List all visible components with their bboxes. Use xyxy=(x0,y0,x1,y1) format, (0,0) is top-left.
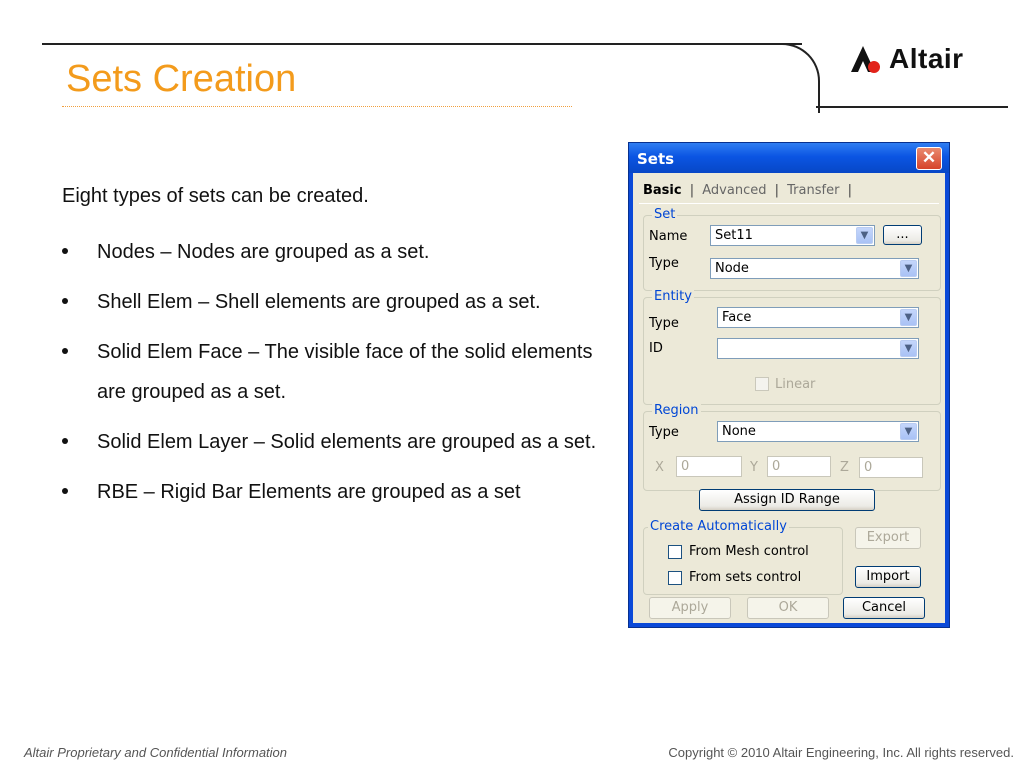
entity-group-legend: Entity xyxy=(654,289,692,304)
x-label: X xyxy=(655,460,664,475)
set-name-label: Name xyxy=(649,229,688,244)
entity-type-label: Type xyxy=(649,316,679,331)
dialog-title: Sets xyxy=(637,150,675,168)
set-name-combo[interactable] xyxy=(710,225,875,246)
z-label: Z xyxy=(840,460,849,475)
tab-separator: | xyxy=(847,183,852,198)
altair-logo-text: Altair xyxy=(889,43,964,74)
tab-transfer[interactable]: Transfer xyxy=(787,183,840,198)
bullet-text: RBE – Rigid Bar Elements are grouped as a set xyxy=(97,481,521,503)
bullet-icon xyxy=(62,488,68,494)
slide-title: Sets Creation xyxy=(66,58,297,100)
chevron-down-icon[interactable]: ▼ xyxy=(900,260,917,277)
browse-button[interactable]: ... xyxy=(883,225,922,245)
bullet-text: Solid Elem Face – The visible face of the solid elements are grouped as a set. xyxy=(97,341,593,403)
entity-type-select[interactable] xyxy=(717,307,919,328)
y-field[interactable]: 0 xyxy=(767,456,831,477)
chevron-down-icon[interactable]: ▼ xyxy=(900,423,917,440)
tab-bar xyxy=(643,181,856,200)
list-item xyxy=(62,232,622,272)
tab-separator: | xyxy=(689,183,695,198)
region-group-legend: Region xyxy=(654,403,699,418)
bullet-icon xyxy=(62,438,68,444)
footer-confidential: Altair Proprietary and Confidential Information xyxy=(24,745,288,760)
tab-separator: | xyxy=(774,183,780,198)
bullet-text: Shell Elem – Shell elements are grouped as a set. xyxy=(97,291,541,313)
set-type-select[interactable] xyxy=(710,258,919,279)
region-group xyxy=(643,403,941,491)
set-group xyxy=(643,207,941,291)
linear-checkbox[interactable] xyxy=(755,377,769,391)
create-automatically-group xyxy=(643,519,843,595)
title-underline xyxy=(62,106,572,107)
export-button[interactable]: Export xyxy=(855,527,921,549)
dialog-body xyxy=(633,173,945,623)
region-type-select[interactable] xyxy=(717,421,919,442)
entity-group xyxy=(643,289,941,405)
list-item xyxy=(62,422,622,462)
chevron-down-icon[interactable]: ▼ xyxy=(900,340,917,357)
list-item xyxy=(62,332,622,412)
altair-logo xyxy=(849,42,964,76)
region-type-value: None xyxy=(722,424,756,439)
bullet-icon xyxy=(62,298,68,304)
from-mesh-checkbox[interactable] xyxy=(668,545,682,559)
tab-basic[interactable]: Basic xyxy=(643,183,682,198)
header-rule-right xyxy=(816,106,1008,108)
set-type-label: Type xyxy=(649,256,679,271)
ok-button[interactable]: OK xyxy=(747,597,829,619)
bullet-text: Solid Elem Layer – Solid elements are grouped as a set. xyxy=(97,431,597,453)
set-name-value: Set11 xyxy=(715,228,753,243)
set-type-value: Node xyxy=(715,261,749,276)
y-label: Y xyxy=(750,460,758,475)
from-mesh-label: From Mesh control xyxy=(689,544,809,559)
list-item xyxy=(62,472,622,512)
chevron-down-icon[interactable]: ▼ xyxy=(900,309,917,326)
bullet-icon xyxy=(62,248,68,254)
bullet-text: Nodes – Nodes are grouped as a set. xyxy=(97,241,430,263)
cancel-button[interactable]: Cancel xyxy=(843,597,925,619)
entity-id-label: ID xyxy=(649,341,663,356)
set-group-legend: Set xyxy=(654,207,676,222)
z-field[interactable]: 0 xyxy=(859,457,923,478)
entity-type-value: Face xyxy=(722,310,752,325)
from-sets-label: From sets control xyxy=(689,570,802,585)
bullet-icon xyxy=(62,348,68,354)
sets-dialog xyxy=(628,142,950,628)
apply-button[interactable]: Apply xyxy=(649,597,731,619)
x-field[interactable]: 0 xyxy=(676,456,742,477)
close-icon: ✕ xyxy=(921,148,937,167)
header-rule xyxy=(42,43,802,45)
entity-id-select[interactable] xyxy=(717,338,919,359)
footer-copyright: Copyright © 2010 Altair Engineering, Inc. All rights reserved. xyxy=(668,745,1014,760)
list-item xyxy=(62,282,622,322)
tab-panel xyxy=(639,203,939,208)
assign-id-range-button[interactable]: Assign ID Range xyxy=(699,489,875,511)
import-button[interactable]: Import xyxy=(855,566,921,588)
header-curve xyxy=(780,43,820,113)
bullet-list xyxy=(62,232,622,522)
close-button[interactable] xyxy=(916,147,942,170)
region-type-label: Type xyxy=(649,425,679,440)
linear-label: Linear xyxy=(775,377,816,392)
lead-text: Eight types of sets can be created. xyxy=(62,185,369,207)
chevron-down-icon[interactable]: ▼ xyxy=(856,227,873,244)
create-automatically-legend: Create Automatically xyxy=(650,519,787,534)
dialog-titlebar[interactable] xyxy=(629,143,949,173)
tab-advanced[interactable]: Advanced xyxy=(702,183,767,198)
from-sets-checkbox[interactable] xyxy=(668,571,682,585)
altair-logo-icon xyxy=(849,44,883,74)
